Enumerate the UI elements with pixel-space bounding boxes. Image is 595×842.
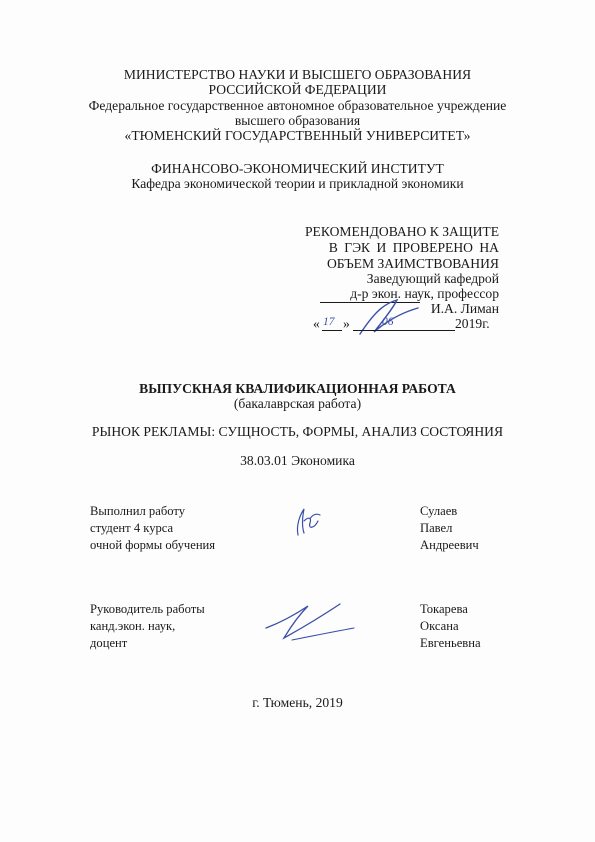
supervisor-label-1: Руководитель работы [90,602,205,616]
date-mid: » [343,316,350,331]
approval-line-1: РЕКОМЕНДОВАНО К ЗАЩИТЕ [305,224,499,239]
supervisor-first-name: Оксана [420,619,459,633]
supervisor-patronymic: Евгеньевна [420,636,481,650]
specialty: 38.03.01 Экономика [240,453,355,468]
date-month: 06 [382,316,394,328]
supervisor-label-3: доцент [90,636,128,650]
city-year: г. Тюмень, 2019 [252,695,343,710]
author-label-1: Выполнил работу [90,504,185,518]
author-label-2: студент 4 курса [90,521,174,535]
university-name: «ТЮМЕНСКИЙ ГОСУДАРСТВЕННЫЙ УНИВЕРСИТЕТ» [124,128,471,143]
author-signature [292,505,324,539]
institute-name: ФИНАНСОВО-ЭКОНОМИЧЕСКИЙ ИНСТИТУТ [151,161,444,176]
work-title: ВЫПУСКНАЯ КВАЛИФИКАЦИОННАЯ РАБОТА [139,381,456,396]
ministry-line-2: РОССИЙСКОЙ ФЕДЕРАЦИИ [208,82,387,97]
date-day: 17 [323,316,335,328]
author-surname: Сулаев [420,504,458,518]
supervisor-signature [262,598,358,642]
department-name: Кафедра экономической теории и прикладной экономики [131,176,464,191]
work-topic: РЫНОК РЕКЛАМЫ: СУЩНОСТЬ, ФОРМЫ, АНАЛИЗ СОСТОЯНИЯ [91,424,504,439]
date-open: « [313,316,320,331]
approval-degree: д-р экон. наук, профессор [350,286,499,301]
supervisor-surname: Токарева [420,602,468,616]
approval-line-3: ОБЪЕМ ЗАИМСТВОВАНИЯ [326,256,499,271]
supervisor-label-2: канд.экон. наук, [90,619,176,633]
institution-line-2: высшего образования [234,113,361,128]
author-label-3: очной формы обучения [90,538,216,552]
author-first-name: Павел [420,521,453,535]
ministry-line-1: МИНИСТЕРСТВО НАУКИ И ВЫСШЕГО ОБРАЗОВАНИЯ [123,67,472,82]
approval-role: Заведующий кафедрой [366,271,499,286]
date-month-line [353,330,455,331]
approval-name: И.А. Лиман [430,301,499,316]
author-patronymic: Андреевич [420,538,479,552]
approval-line-2: В ГЭК И ПРОВЕРЕНО НА [328,240,499,255]
date-year: 2019г. [455,316,490,331]
institution-line-1: Федеральное государственное автономное образовательное учреждение [88,98,507,113]
work-type: (бакалаврская работа) [233,396,362,411]
